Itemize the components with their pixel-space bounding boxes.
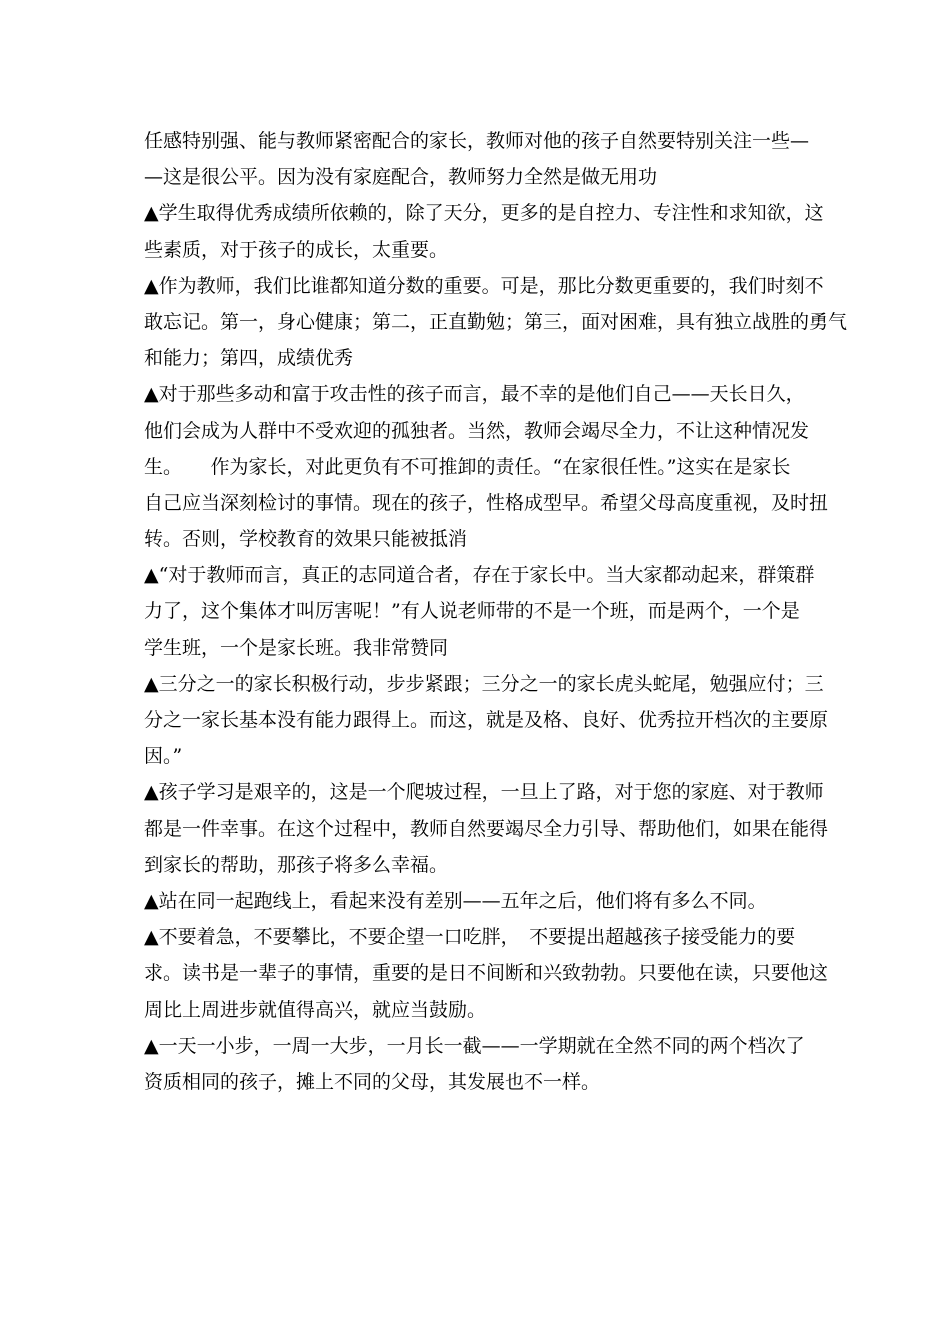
text-line: 生。 作为家长，对此更负有不可推卸的责任。“在家很任性。”这实在是家长 [144,455,791,478]
text-line: ▲作为教师，我们比谁都知道分数的重要。可是，那比分数更重要的，我们时刻不 [144,274,824,297]
text-line: 因。” [144,745,183,768]
text-line: 力了，这个集体才叫厉害呢！”有人说老师带的不是一个班，而是两个，一个是 [144,600,800,623]
text-line: ▲孩子学习是艰辛的，这是一个爬坡过程，一旦上了路，对于您的家庭、对于教师 [144,781,824,804]
text-line: 自己应当深刻检讨的事情。现在的孩子，性格成型早。希望父母高度重视，及时扭 [144,491,829,514]
text-line: 转。否则，学校教育的效果只能被抵消 [144,528,468,551]
text-line: ▲不要着急，不要攀比，不要企望一口吃胖， 不要提出超越孩子接受能力的要 [144,926,796,949]
text-line: ▲一天一小步，一周一大步，一月长一截——一学期就在全然不同的两个档次了 [144,1034,805,1057]
text-line: ▲对于那些多动和富于攻击性的孩子而言，最不幸的是他们自己——天长日久， [144,383,805,406]
text-line: ▲“对于教师而言，真正的志同道合者，存在于家长中。当大家都动起来，群策群 [144,564,815,587]
text-line: 些素质，对于孩子的成长，太重要。 [144,238,449,261]
text-line: 资质相同的孩子，摊上不同的父母，其发展也不一样。 [144,1070,601,1093]
text-line: 敢忘记。第一，身心健康；第二，正直勤勉；第三，面对困难，具有独立战胜的勇气 [144,310,848,333]
text-line: —这是很公平。因为没有家庭配合，教师努力全然是做无用功 [144,166,658,189]
text-line: 求。读书是一辈子的事情，重要的是日不间断和兴致勃勃。只要他在读，只要他这 [144,962,829,985]
text-line: 周比上周进步就值得高兴，就应当鼓励。 [144,998,487,1021]
text-line: 他们会成为人群中不受欢迎的孤独者。当然，教师会竭尽全力，不让这种情况发 [144,419,810,442]
text-line: 和能力；第四，成绩优秀 [144,347,354,370]
text-line: 分之一家长基本没有能力跟得上。而这，就是及格、良好、优秀拉开档次的主要原 [144,709,829,731]
text-line: 都是一件幸事。在这个过程中，教师自然要竭尽全力引导、帮助他们，如果在能得 [144,817,829,840]
text-line: ▲学生取得优秀成绩所依赖的，除了天分，更多的是自控力、专注性和求知欲，这 [144,202,824,225]
text-line: 到家长的帮助，那孩子将多么幸福。 [144,853,449,876]
text-line: 学生班，一个是家长班。我非常赞同 [144,636,449,659]
text-line: ▲三分之一的家长积极行动，步步紧跟；三分之一的家长虎头蛇尾，勉强应付；三 [144,672,824,695]
text-line: 任感特别强、能与教师紧密配合的家长，教师对他的孩子自然要特别关注一些— [144,130,810,152]
text-line: ▲站在同一起跑线上，看起来没有差别——五年之后，他们将有多么不同。 [144,889,767,912]
document-body [144,123,848,1100]
